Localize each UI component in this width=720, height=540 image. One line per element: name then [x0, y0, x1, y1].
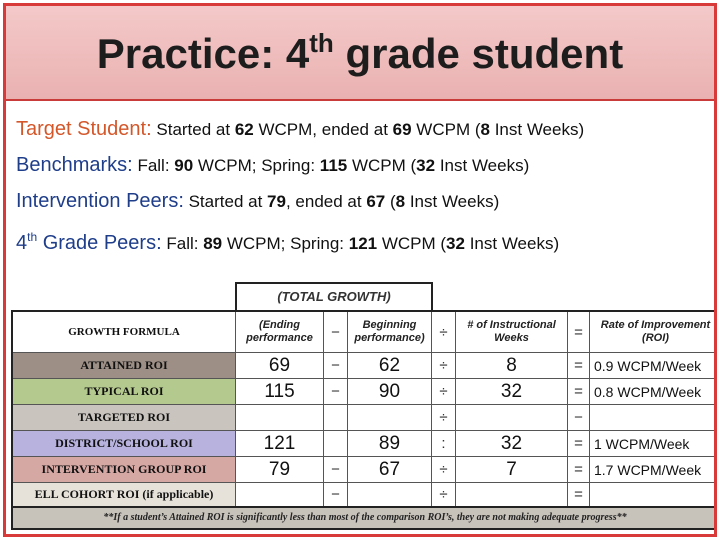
beginning-value	[347, 405, 431, 430]
beginning-value: 90	[347, 379, 431, 404]
table-row	[13, 404, 717, 430]
divide-sign: ÷	[431, 353, 455, 378]
intervention-peers-line: Intervention Peers: Started at 79, ended at 67 (8 Inst Weeks)	[16, 190, 500, 212]
equals-sign: =	[567, 353, 589, 378]
roi-header: Rate of Improvement (ROI)	[589, 312, 717, 352]
weeks-value: 8	[455, 353, 567, 378]
divide-header: ÷	[431, 312, 455, 352]
row-label: INTERVENTION GROUP ROI	[13, 457, 235, 482]
equals-sign: =	[567, 431, 589, 456]
beginning-header: Beginning performance)	[347, 312, 431, 352]
minus-sign	[323, 405, 347, 430]
beginning-value: 67	[347, 457, 431, 482]
slide-frame	[3, 3, 717, 537]
beginning-value	[347, 483, 431, 506]
row-label: TYPICAL ROI	[13, 379, 235, 404]
equals-sign: =	[567, 457, 589, 482]
roi-value: 1 WCPM/Week	[589, 431, 717, 456]
total-growth-label: (TOTAL GROWTH)	[235, 282, 433, 310]
ending-value: 69	[235, 353, 323, 378]
benchmarks-line: Benchmarks: Fall: 90 WCPM; Spring: 115 WCPM (32 Inst Weeks)	[16, 154, 530, 176]
weeks-value: 32	[455, 431, 567, 456]
weeks-value: 7	[455, 457, 567, 482]
grade-peers-line: 4th Grade Peers: Fall: 89 WCPM; Spring: 121 WCPM (32 Inst Weeks)	[16, 230, 560, 254]
divide-sign: :	[431, 431, 455, 456]
info-bullets	[16, 111, 716, 255]
roi-value: 0.8 WCPM/Week	[589, 379, 717, 404]
slide-title: Practice: 4th grade student	[96, 28, 624, 77]
row-label: TARGETED ROI	[13, 405, 235, 430]
minus-sign: −	[323, 353, 347, 378]
title-band	[6, 6, 714, 101]
minus-sign: −	[323, 457, 347, 482]
target-student-line: Target Student: Started at 62 WCPM, ended at 69 WCPM (8 Inst Weeks)	[16, 118, 585, 140]
roi-grid	[11, 310, 717, 508]
minus-sign: −	[323, 379, 347, 404]
table-footnote: **If a student’s Attained ROI is significantly less than most of the comparison ROI’s, they are not making adequate progress**	[11, 508, 717, 530]
roi-value	[589, 405, 717, 430]
divide-sign: ÷	[431, 457, 455, 482]
minus-sign: −	[323, 483, 347, 506]
minus-sign	[323, 431, 347, 456]
row-label: ATTAINED ROI	[13, 353, 235, 378]
beginning-value: 89	[347, 431, 431, 456]
table-row	[13, 378, 717, 404]
divide-sign: ÷	[431, 379, 455, 404]
table-row	[13, 430, 717, 456]
ending-value	[235, 405, 323, 430]
roi-table	[11, 282, 717, 530]
equals-sign: −	[567, 405, 589, 430]
table-row	[13, 482, 717, 506]
table-row	[13, 352, 717, 378]
growth-formula-header: GROWTH FORMULA	[68, 326, 180, 338]
roi-value	[589, 483, 717, 506]
ending-value: 121	[235, 431, 323, 456]
roi-value: 1.7 WCPM/Week	[589, 457, 717, 482]
table-row	[13, 456, 717, 482]
weeks-header: # of Instructional Weeks	[455, 312, 567, 352]
minus-header: −	[323, 312, 347, 352]
ending-value: 79	[235, 457, 323, 482]
divide-sign: ÷	[431, 405, 455, 430]
equals-sign: =	[567, 483, 589, 506]
weeks-value	[455, 405, 567, 430]
equals-sign: =	[567, 379, 589, 404]
row-label: DISTRICT/SCHOOL ROI	[13, 431, 235, 456]
row-label: ELL COHORT ROI (if applicable)	[13, 483, 235, 506]
ending-header: (Ending performance	[235, 312, 323, 352]
table-header-row	[13, 312, 717, 352]
weeks-value: 32	[455, 379, 567, 404]
roi-value: 0.9 WCPM/Week	[589, 353, 717, 378]
ending-value: 115	[235, 379, 323, 404]
ending-value	[235, 483, 323, 506]
beginning-value: 62	[347, 353, 431, 378]
weeks-value	[455, 483, 567, 506]
divide-sign: ÷	[431, 483, 455, 506]
equals-header: =	[567, 312, 589, 352]
